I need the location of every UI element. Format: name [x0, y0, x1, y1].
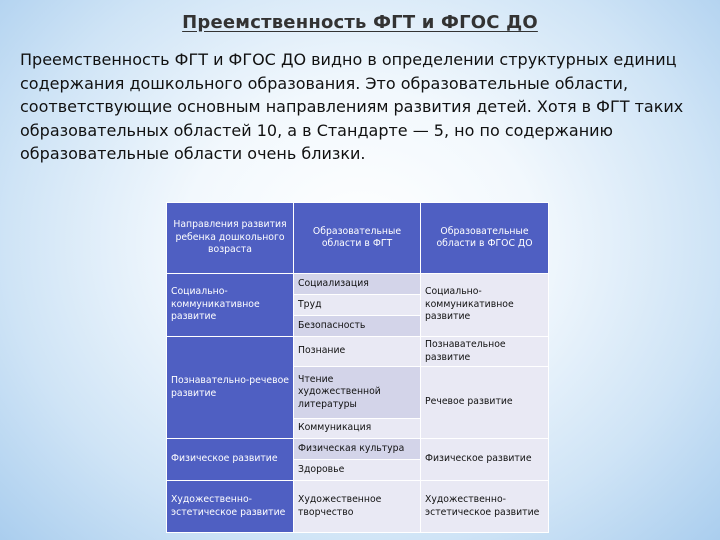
fgt-area-cell: Труд	[294, 295, 421, 316]
fgos-area-cell: Речевое развитие	[421, 367, 549, 439]
fgt-area-cell: Художественное творчество	[294, 481, 421, 533]
header-directions: Направления развития ребенка дошкольного возраста	[167, 203, 294, 274]
fgt-area-cell: Физическая культура	[294, 439, 421, 460]
direction-cell: Физическое развитие	[167, 439, 294, 481]
header-fgos-areas: Образовательные области в ФГОС ДО	[421, 203, 549, 274]
fgt-area-cell: Безопасность	[294, 316, 421, 337]
fgos-area-cell: Физическое развитие	[421, 439, 549, 481]
fgt-area-cell: Социализация	[294, 274, 421, 295]
direction-cell: Социально-коммуникативное развитие	[167, 274, 294, 337]
table-header-row	[167, 203, 549, 274]
slide-title: Преемственность ФГТ и ФГОС ДО	[182, 12, 538, 33]
header-fgt-areas: Образовательные области в ФГТ	[294, 203, 421, 274]
table-row	[167, 337, 549, 367]
fgos-area-cell: Художественно-эстетическое развитие	[421, 481, 549, 533]
comparison-table	[166, 202, 549, 533]
table-row	[167, 439, 549, 460]
direction-cell: Художественно-эстетическое развитие	[167, 481, 294, 533]
table-row	[167, 274, 549, 295]
fgt-area-cell: Здоровье	[294, 460, 421, 481]
fgt-area-cell: Познание	[294, 337, 421, 367]
direction-cell: Познавательно-речевое развитие	[167, 337, 294, 439]
fgos-area-cell: Социально-коммуникативное развитие	[421, 274, 549, 337]
fgos-area-cell: Познавательное развитие	[421, 337, 549, 367]
fgt-area-cell: Чтение художественной литературы	[294, 367, 421, 419]
table-row	[167, 481, 549, 533]
intro-paragraph: Преемственность ФГТ и ФГОС ДО видно в определении структурных единиц содержания дошкольного образования. Это образовательные области, соответствующие основным направлениям развития детей. Хотя в ФГТ таких образовательных областей 10, а в Стандарте — 5, но по содержанию образовательные области очень близки.	[20, 50, 684, 163]
fgt-area-cell: Коммуникация	[294, 419, 421, 439]
